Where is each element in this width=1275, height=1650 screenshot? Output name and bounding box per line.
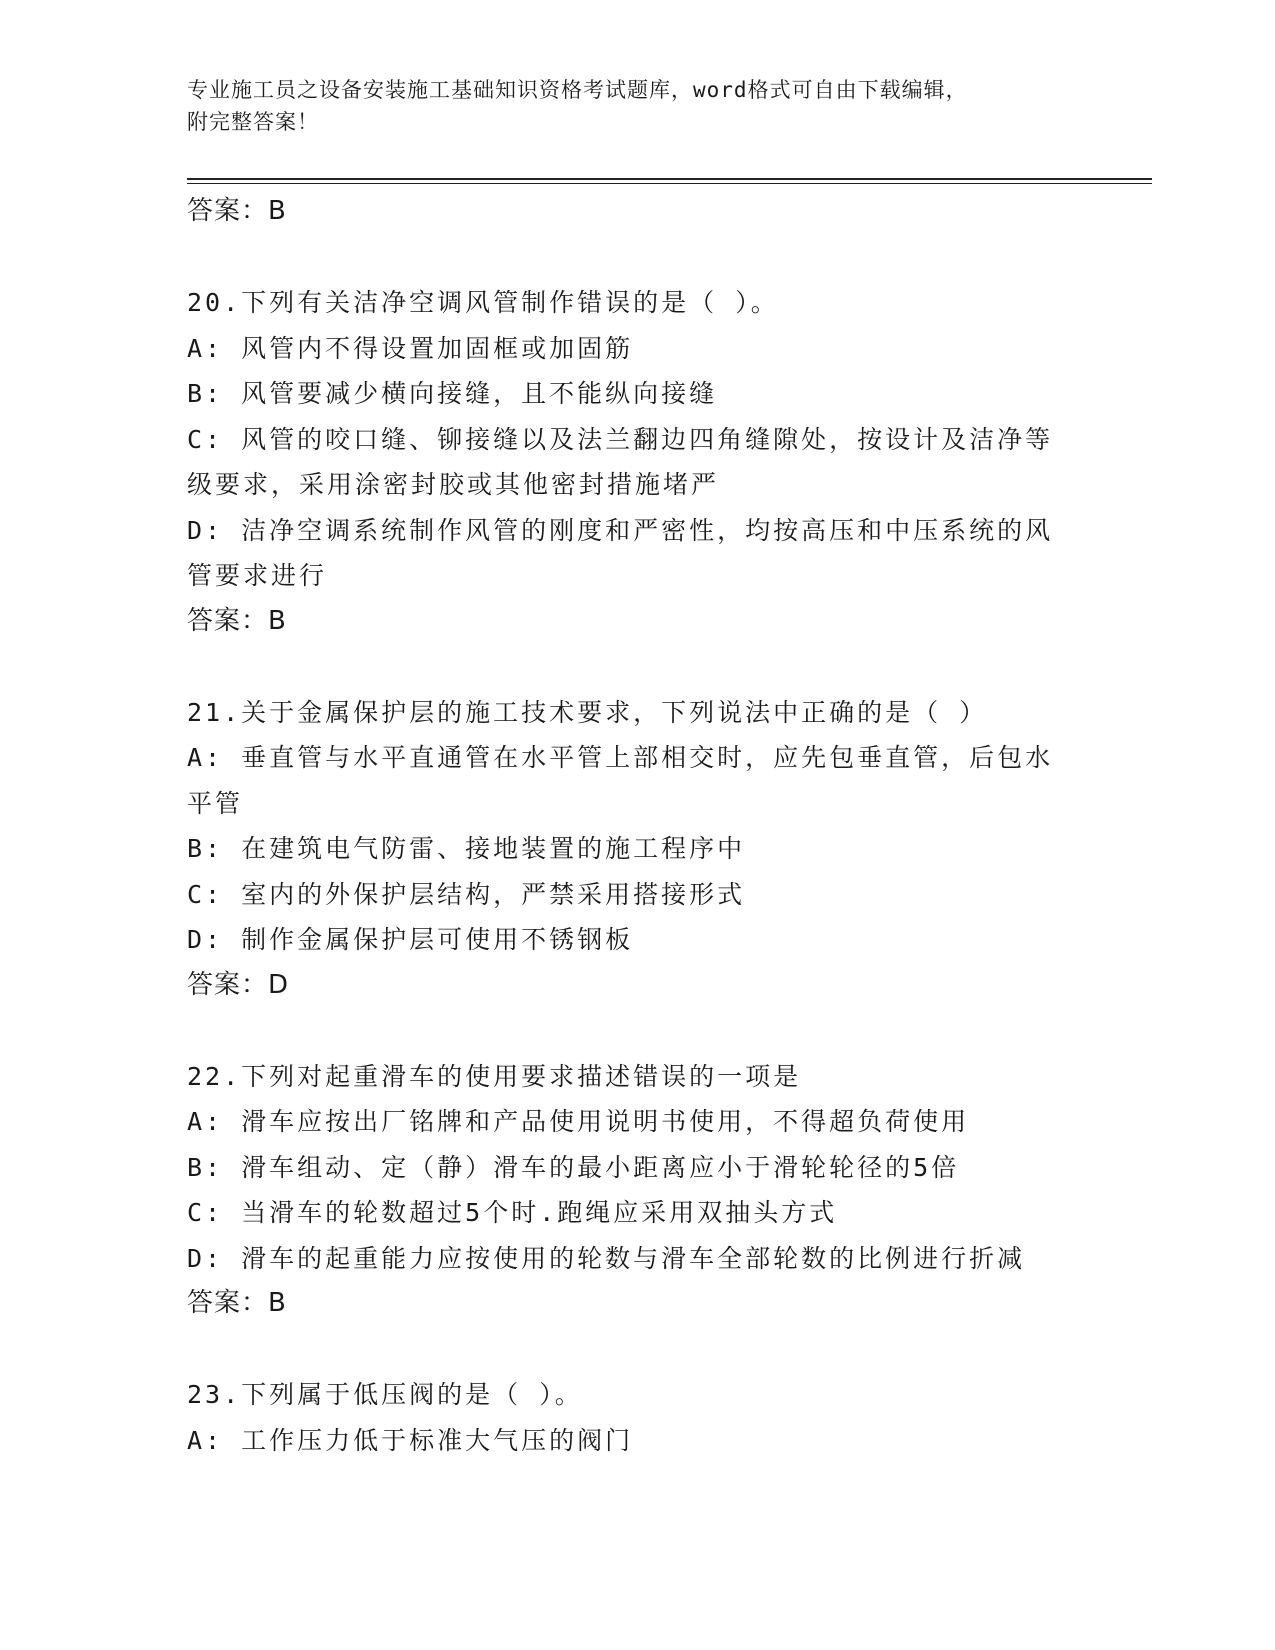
spacer bbox=[187, 1327, 1087, 1373]
option-line: A: 滑车应按出厂铭牌和产品使用说明书使用，不得超负荷使用 bbox=[187, 1107, 970, 1136]
option-line: C: 室内的外保护层结构，严禁采用搭接形式 bbox=[187, 879, 746, 909]
answer-line: 答案：B bbox=[187, 1288, 287, 1318]
option-line: C: 风管的咬口缝、铆接缝以及法兰翻边四角缝隙处，按设计及洁净等 bbox=[187, 424, 1054, 454]
spacer bbox=[187, 644, 1087, 690]
option-line: B: 在建筑电气防雷、接地装置的施工程序中 bbox=[187, 834, 746, 863]
option-line: B: 风管要减少横向接缝，且不能纵向接缝 bbox=[187, 379, 718, 408]
question-stem: 22.下列对起重滑车的使用要求描述错误的一项是 bbox=[187, 1061, 802, 1091]
option-line: 级要求，采用涂密封胶或其他密封措施堵严 bbox=[187, 470, 720, 499]
document-header bbox=[187, 74, 1087, 138]
question-stem: 20.下列有关洁净空调风管制作错误的是（ ）。 bbox=[187, 288, 779, 317]
question-block bbox=[187, 690, 1087, 1009]
spacer bbox=[187, 235, 1087, 281]
question-block bbox=[187, 1372, 1087, 1463]
option-line: A: 垂直管与水平直通管在水平管上部相交时，应先包垂直管，后包水 bbox=[187, 743, 1054, 772]
option-line: A: 风管内不得设置加固框或加固筋 bbox=[187, 333, 634, 363]
question-content bbox=[187, 189, 1087, 1463]
option-line: D: 滑车的起重能力应按使用的轮数与滑车全部轮数的比例进行折减 bbox=[187, 1243, 1026, 1273]
option-line: D: 制作金属保护层可使用不锈钢板 bbox=[187, 925, 634, 954]
question-block bbox=[187, 280, 1087, 644]
option-line: C: 当滑车的轮数超过5个时.跑绳应采用双抽头方式 bbox=[187, 1198, 838, 1227]
option-line: A: 工作压力低于标准大气压的阀门 bbox=[187, 1425, 634, 1455]
question-stem: 21.关于金属保护层的施工技术要求，下列说法中正确的是（ ） bbox=[187, 697, 988, 727]
question-stem: 23.下列属于低压阀的是（ ）。 bbox=[187, 1380, 583, 1409]
header-divider bbox=[187, 178, 1152, 184]
option-line: 管要求进行 bbox=[187, 561, 328, 590]
option-line: 平管 bbox=[187, 788, 244, 818]
answer-line: 答案：B bbox=[187, 605, 287, 636]
header-line-2: 附完整答案！ bbox=[187, 110, 319, 134]
option-line: D: 洁净空调系统制作风管的刚度和严密性，均按高压和中压系统的风 bbox=[187, 515, 1054, 545]
option-line: B: 滑车组动、定（静）滑车的最小距离应小于滑轮轮径的5倍 bbox=[187, 1152, 960, 1182]
answer-line: 答案：D bbox=[187, 969, 290, 1000]
answer-line: 答案：B bbox=[187, 196, 287, 226]
question-block bbox=[187, 1054, 1087, 1327]
spacer bbox=[187, 1008, 1087, 1054]
header-line-1: 专业施工员之设备安装施工基础知识资格考试题库，word格式可自由下载编辑， bbox=[187, 78, 968, 102]
